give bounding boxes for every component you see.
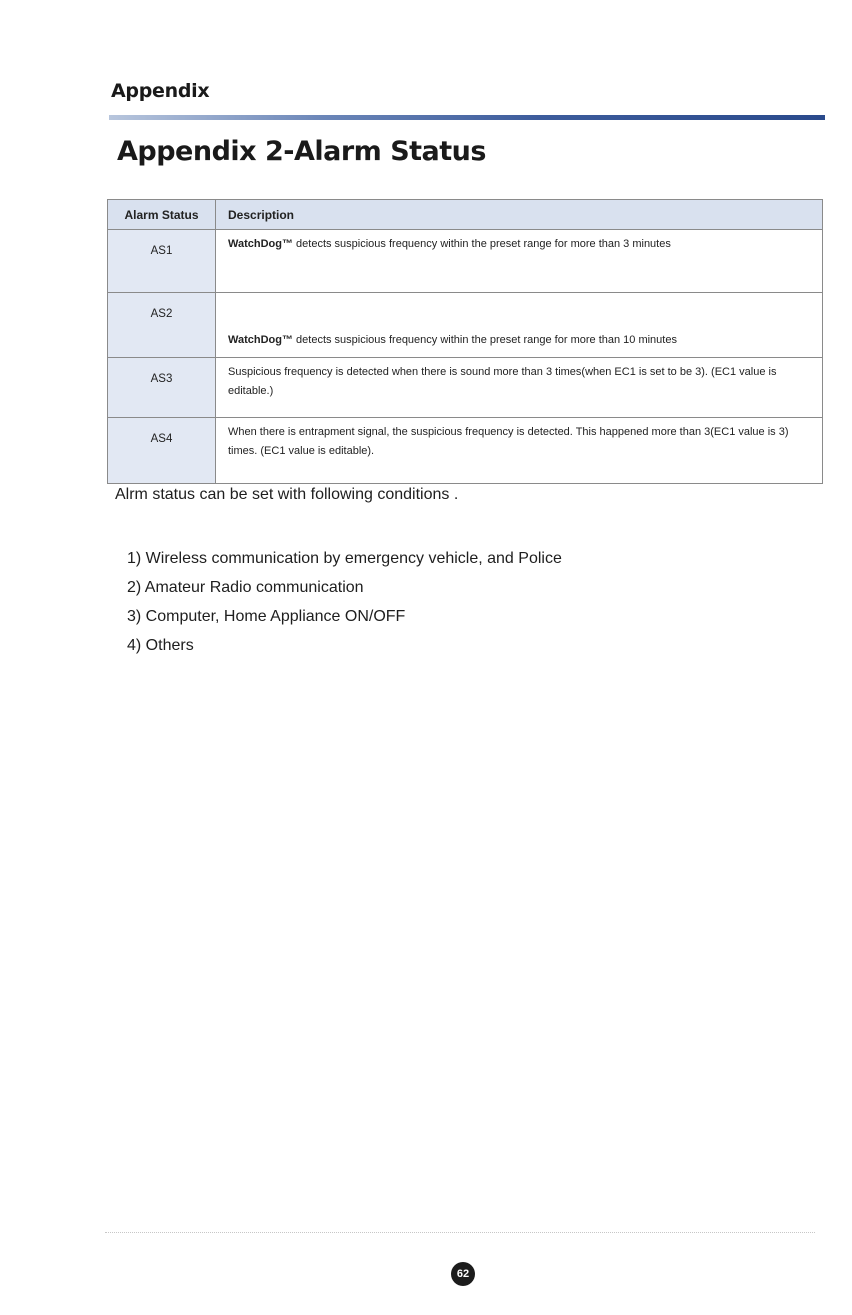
list-item: 1) Wireless communication by emergency vehicle, and Police — [127, 550, 562, 567]
table-row — [108, 358, 823, 418]
column-header-alarm-status: Alarm Status — [108, 200, 216, 230]
description-cell — [216, 358, 823, 418]
description-text: Suspicious frequency is detected when there is sound more than 3 times(when EC1 is set to be 3). (EC1 value is editable.) — [228, 366, 777, 397]
alarm-status-cell: AS3 — [108, 358, 216, 418]
description-cell — [216, 230, 823, 293]
section-label: Appendix — [111, 80, 210, 102]
table-row — [108, 230, 823, 293]
intro-paragraph: Alrm status can be set with following conditions . — [115, 486, 459, 503]
brand-name: WatchDog™ — [228, 334, 293, 346]
footer-divider — [105, 1232, 815, 1233]
conditions-list — [127, 544, 562, 660]
column-header-description: Description — [216, 200, 823, 230]
page-number-badge: 62 — [451, 1262, 475, 1286]
description-text: detects suspicious frequency within the preset range for more than 3 minutes — [292, 238, 671, 250]
list-item: 2) Amateur Radio communication — [127, 579, 364, 596]
description-text: When there is entrapment signal, the suspicious frequency is detected. This happened more than 3(EC1 value is 3) times. (EC1 value is editable). — [228, 426, 789, 457]
header-divider — [109, 115, 825, 120]
description-text: detects suspicious frequency within the preset range for more than 10 minutes — [292, 334, 677, 346]
alarm-status-cell: AS4 — [108, 418, 216, 484]
alarm-status-cell: AS1 — [108, 230, 216, 293]
list-item: 4) Others — [127, 637, 194, 654]
description-cell — [216, 418, 823, 484]
description-cell — [216, 293, 823, 358]
alarm-status-table — [107, 199, 823, 484]
alarm-status-cell: AS2 — [108, 293, 216, 358]
table-row — [108, 293, 823, 358]
table-header-row — [108, 200, 823, 230]
brand-name: WatchDog™ — [228, 238, 293, 250]
list-item: 3) Computer, Home Appliance ON/OFF — [127, 608, 406, 625]
table-row — [108, 418, 823, 484]
page-title: Appendix 2-Alarm Status — [117, 136, 486, 167]
